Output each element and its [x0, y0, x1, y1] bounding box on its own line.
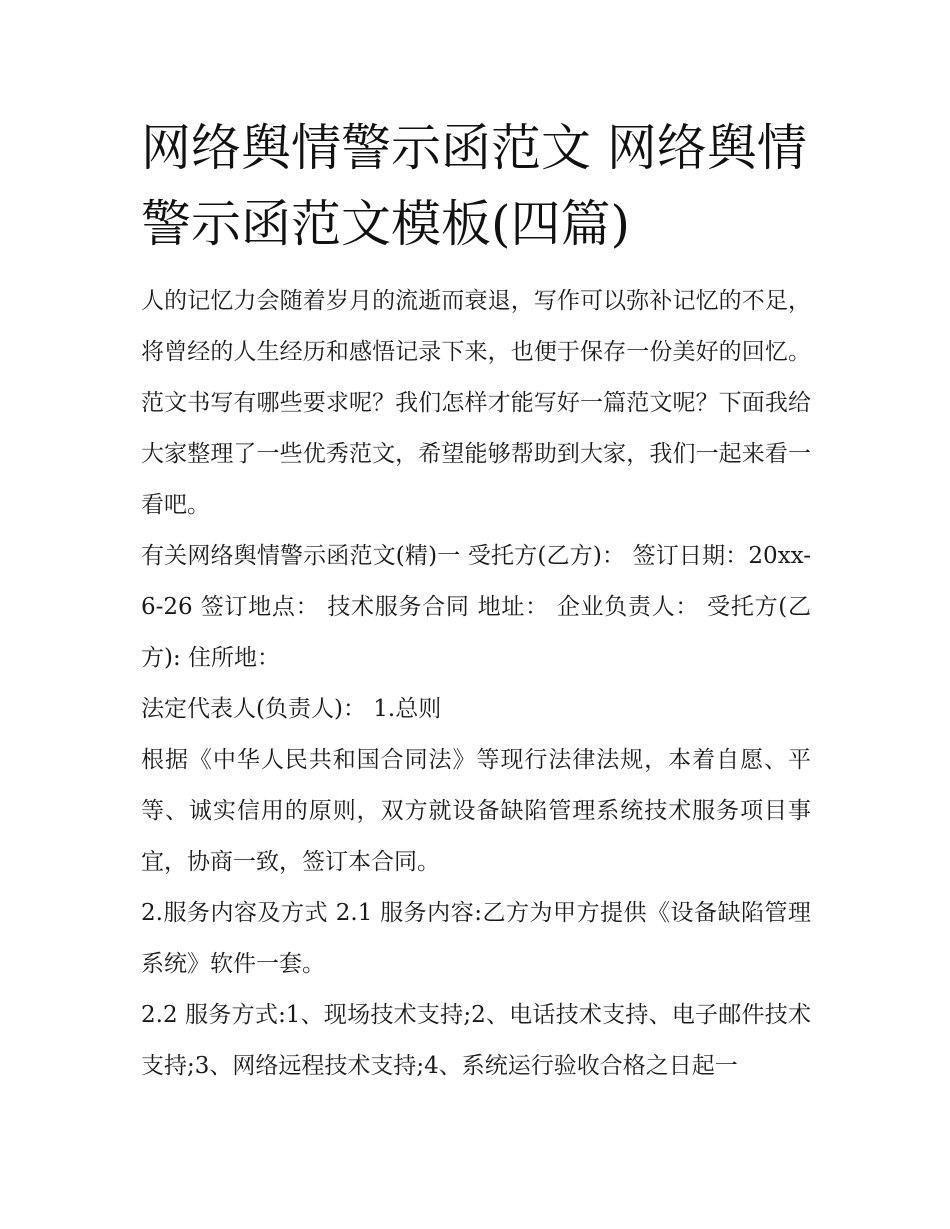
- document-title: 网络舆情警示函范文 网络舆情警示函范文模板(四篇): [141, 119, 807, 253]
- paragraph-intro: 人的记忆力会随着岁月的流逝而衰退，写作可以弥补记忆的不足，将曾经的人生经历和感悟记录下来，也便于保存一份美好的回忆。范文书写有哪些要求呢？我们怎样才能写好一篇范文呢？下面我给大家整理了一些优秀范文，希望能够帮助到大家，我们一起来看一看吧。: [141, 288, 811, 518]
- paragraph-service-content: 2.服务内容及方式 2.1 服务内容:乙方为甲方提供《设备缺陷管理系统》软件一套。: [141, 900, 811, 977]
- paragraph-service-methods: 2.2 服务方式:1、现场技术支持;2、电话技术支持、电子邮件技术支持;3、网络远程技术支持;4、系统运行验收合格之日起一: [141, 1002, 811, 1079]
- paragraph-contract-header: 有关网络舆情警示函范文(精)一 受托方(乙方)： 签订日期：20xx-6-26 签订地点： 技术服务合同 地址： 企业负责人： 受托方(乙方): 住所地：: [141, 543, 811, 671]
- document-body: [141, 110, 811, 1092]
- paragraph-general-principles: 根据《中华人民共和国合同法》等现行法律法规，本着自愿、平等、诚实信用的原则，双方就设备缺陷管理系统技术服务项目事宜，协商一致，签订本合同。: [141, 747, 811, 875]
- paragraph-legal-representative: 法定代表人(负责人)： 1.总则: [141, 696, 442, 722]
